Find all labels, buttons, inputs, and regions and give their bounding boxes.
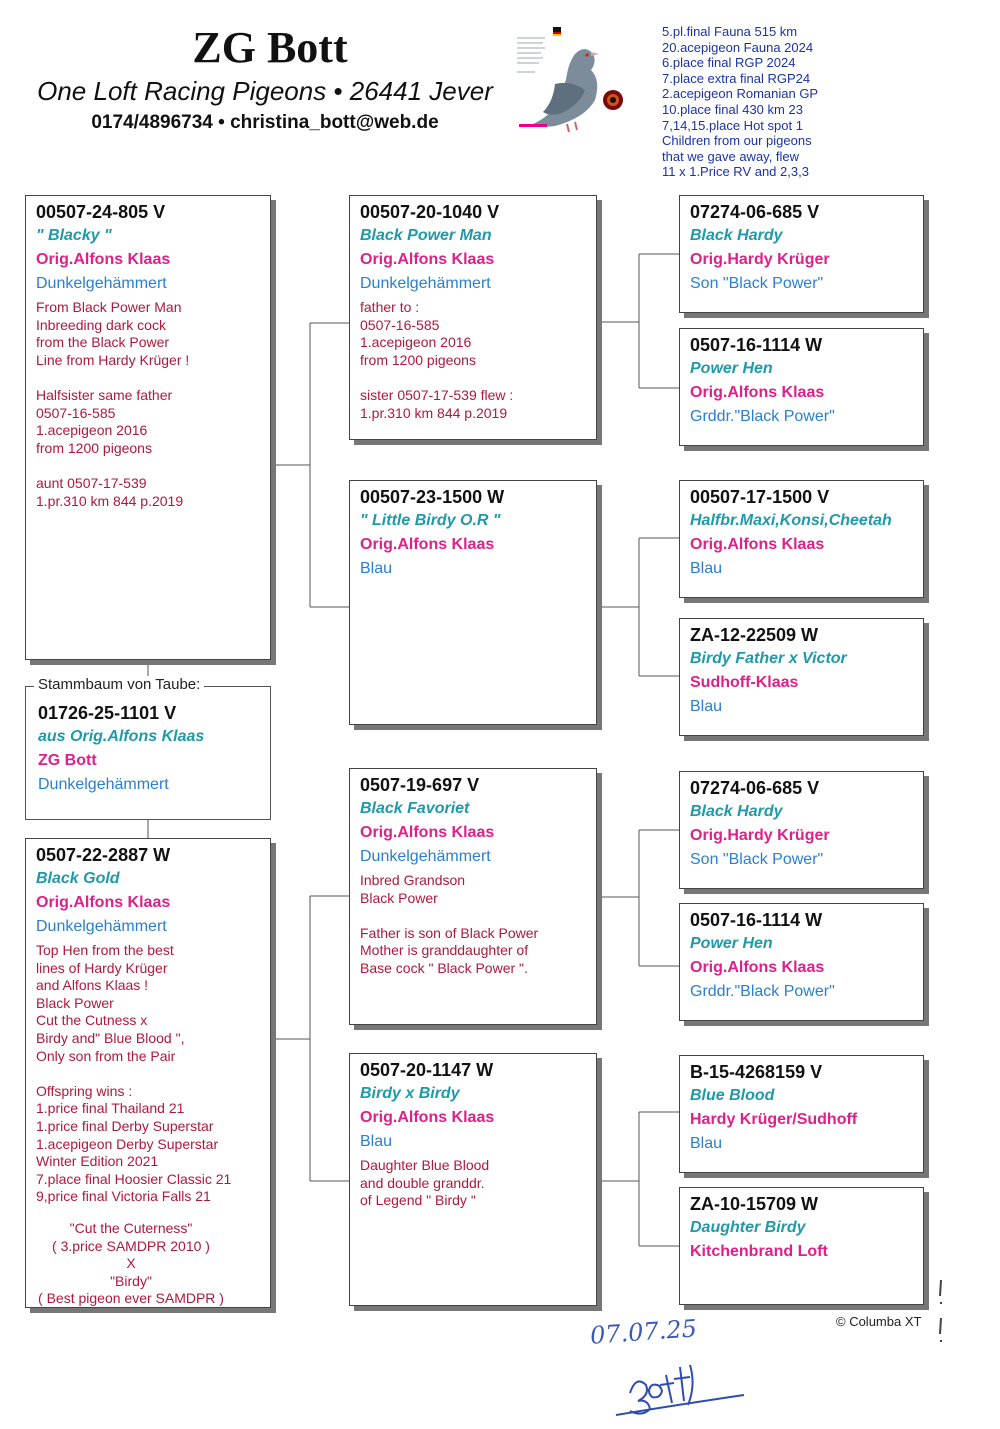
grandsire-paternal-card[interactable] bbox=[349, 195, 597, 440]
pigeon-notes: father to : 0507-16-585 1.acepigeon 2016 from 1200 pigeons sister 0507-17-539 flew : 1.pr.310 km 844 p.2019 bbox=[360, 299, 514, 421]
breeder: Orig.Alfons Klaas bbox=[690, 536, 825, 553]
breeder: Kitchenbrand Loft bbox=[690, 1243, 828, 1260]
copyright-label: © Columba XT bbox=[836, 1314, 922, 1329]
great-grandparent-card[interactable] bbox=[679, 328, 924, 446]
pigeon-name: Blue Blood bbox=[690, 1087, 775, 1104]
pigeon-name: " Little Birdy O.R " bbox=[360, 512, 501, 529]
granddam-maternal-card[interactable] bbox=[349, 1053, 597, 1306]
ring-number: 07274-06-685 V bbox=[690, 778, 820, 798]
ring-number: B-15-4268159 V bbox=[690, 1062, 823, 1082]
wins-item: 11 x 1.Price RV and 2,3,3 bbox=[662, 164, 809, 180]
pigeon-notes: From Black Power Man Inbreeding dark cock from the Black Power Line from Hardy Krüger ! Halfsister same father 0507-16-585 1.acepigeon 2016 from 1200 pigeons aunt 0507-17-539 1.pr.310 km 844 p.2019 bbox=[36, 299, 190, 509]
pigeon-color: Son "Black Power" bbox=[690, 851, 824, 868]
pigeon-name: Black Favoriet bbox=[360, 800, 470, 817]
sire-card[interactable] bbox=[25, 195, 271, 660]
breeder: Orig.Hardy Krüger bbox=[690, 251, 830, 268]
signature-date: 07.07.25 bbox=[589, 1314, 698, 1350]
pigeon-notes: Inbred Grandson Black Power Father is son of Black Power Mother is granddaughter of Base cock " Black Power ". bbox=[360, 872, 539, 976]
ring-number: 0507-22-2887 W bbox=[36, 845, 171, 865]
pigeon-color: Blau bbox=[690, 1135, 723, 1152]
great-grandparent-card[interactable] bbox=[679, 195, 924, 313]
great-grandparent-card[interactable] bbox=[679, 618, 924, 736]
pigeon-name: Birdy Father x Victor bbox=[690, 650, 847, 667]
pedigree-label: Stammbaum von Taube: bbox=[34, 676, 204, 693]
ring-number: 00507-20-1040 V bbox=[360, 202, 500, 222]
loft-title: ZG Bott bbox=[192, 23, 348, 72]
wins-item: 6.place final RGP 2024 bbox=[662, 55, 796, 71]
handwritten-signature bbox=[600, 1345, 760, 1425]
great-grandparent-card[interactable] bbox=[679, 771, 924, 889]
grandsire-maternal-card[interactable] bbox=[349, 768, 597, 1025]
wins-item: 7.place extra final RGP24 bbox=[662, 70, 811, 86]
pigeon-notes: Top Hen from the best lines of Hardy Krüger and Alfons Klaas ! Black Power Cut the Cutness x Birdy and" Blue Blood ", Only son from the Pair Offspring wins : 1.price final Thailand 21 1.price final Derby Superstar 1.acepigeon Derby Superstar Winter Edition 2021 7.place final Hoosier Classic 21 9,price final Victoria Falls 21 bbox=[36, 942, 232, 1205]
breeder: Orig.Alfons Klaas bbox=[360, 1109, 495, 1126]
great-grandparent-card[interactable] bbox=[679, 480, 924, 598]
breeder: Orig.Alfons Klaas bbox=[36, 894, 171, 911]
pigeon-name: Power Hen bbox=[690, 935, 773, 952]
wins-item: 10.place final 430 km 23 bbox=[662, 101, 803, 117]
pigeon-notes: Daughter Blue Blood and double granddr. of Legend " Birdy " bbox=[360, 1157, 490, 1209]
ring-number: ZA-12-22509 W bbox=[690, 625, 819, 645]
exclamation-marks-icon bbox=[934, 1278, 948, 1348]
breeder: Orig.Alfons Klaas bbox=[360, 536, 495, 553]
breeder: Sudhoff-Klaas bbox=[690, 674, 799, 691]
pigeon-color: Blau bbox=[690, 698, 723, 715]
loft-subtitle: One Loft Racing Pigeons • 26441 Jever bbox=[37, 76, 493, 106]
breeder: Orig.Alfons Klaas bbox=[690, 959, 825, 976]
pigeon-color: Blau bbox=[360, 560, 393, 577]
ring-number: 01726-25-1101 V bbox=[38, 703, 177, 723]
ring-number: 00507-24-805 V bbox=[36, 202, 166, 222]
wins-item: that we gave away, flew bbox=[662, 148, 800, 164]
pigeon-color: Blau bbox=[690, 560, 723, 577]
ring-number: 0507-16-1114 W bbox=[690, 335, 823, 355]
breeder: Orig.Hardy Krüger bbox=[690, 827, 830, 844]
pigeon-color: Dunkelgehämmert bbox=[36, 275, 167, 292]
wins-item: 20.acepigeon Fauna 2024 bbox=[662, 39, 814, 55]
ring-number: 0507-20-1147 W bbox=[360, 1060, 494, 1080]
pigeon-notes-extra: "Cut the Cuterness" ( 3.price SAMDPR 2010 ) X "Birdy" ( Best pigeon ever SAMDPR ) bbox=[38, 1219, 224, 1307]
subject-card[interactable] bbox=[25, 686, 271, 820]
wins-item: 5.pl.final Fauna 515 km bbox=[662, 24, 798, 39]
wins-item: 2.acepigeon Romanian GP bbox=[662, 86, 819, 102]
ring-number: 0507-19-697 V bbox=[360, 775, 480, 795]
dam-card[interactable] bbox=[25, 838, 271, 1308]
pigeon-name: Daughter Birdy bbox=[690, 1219, 806, 1236]
pigeon-color: Son "Black Power" bbox=[690, 275, 824, 292]
breeder: Hardy Krüger/Sudhoff bbox=[690, 1111, 858, 1128]
breeder: Orig.Alfons Klaas bbox=[690, 384, 825, 401]
breeder: Orig.Alfons Klaas bbox=[360, 251, 495, 268]
contact-line: 0174/4896734 • christina_bott@web.de bbox=[91, 112, 439, 133]
wins-item: Children from our pigeons bbox=[662, 133, 812, 149]
pigeon-name: Black Hardy bbox=[690, 227, 783, 244]
great-grandparent-card[interactable] bbox=[679, 1055, 924, 1173]
pigeon-name: Halfbr.Maxi,Konsi,Cheetah bbox=[690, 512, 892, 529]
ring-number: ZA-10-15709 W bbox=[690, 1194, 819, 1214]
ring-number: 0507-16-1114 W bbox=[690, 910, 823, 930]
breeder: Orig.Alfons Klaas bbox=[36, 251, 171, 268]
ring-number: 00507-17-1500 V bbox=[690, 487, 830, 507]
granddam-paternal-card[interactable] bbox=[349, 480, 597, 725]
pigeon-name: " Blacky " bbox=[36, 227, 112, 244]
pigeon-color: Grddr."Black Power" bbox=[690, 983, 835, 1000]
great-grandparent-card[interactable] bbox=[679, 903, 924, 1021]
pigeon-color: Dunkelgehämmert bbox=[360, 275, 491, 292]
ring-number: 00507-23-1500 W bbox=[360, 487, 505, 507]
pigeon-color: Dunkelgehämmert bbox=[38, 776, 169, 793]
pigeon-color: Grddr."Black Power" bbox=[690, 408, 835, 425]
pigeon-name: Black Power Man bbox=[360, 227, 492, 244]
pigeon-name: Black Gold bbox=[36, 870, 120, 887]
wins-item: 7,14,15.place Hot spot 1 bbox=[662, 117, 803, 133]
great-grandparent-card[interactable] bbox=[679, 1187, 924, 1305]
pigeon-color: Blau bbox=[360, 1133, 393, 1150]
pigeon-color: Dunkelgehämmert bbox=[360, 848, 491, 865]
breeder: Orig.Alfons Klaas bbox=[360, 824, 495, 841]
breeder: ZG Bott bbox=[38, 752, 97, 769]
pigeon-name: Power Hen bbox=[690, 360, 773, 377]
ring-number: 07274-06-685 V bbox=[690, 202, 820, 222]
pigeon-name: Black Hardy bbox=[690, 803, 783, 820]
pigeon-name: aus Orig.Alfons Klaas bbox=[38, 728, 205, 745]
pigeon-color: Dunkelgehämmert bbox=[36, 918, 167, 935]
pigeon-name: Birdy x Birdy bbox=[360, 1085, 460, 1102]
